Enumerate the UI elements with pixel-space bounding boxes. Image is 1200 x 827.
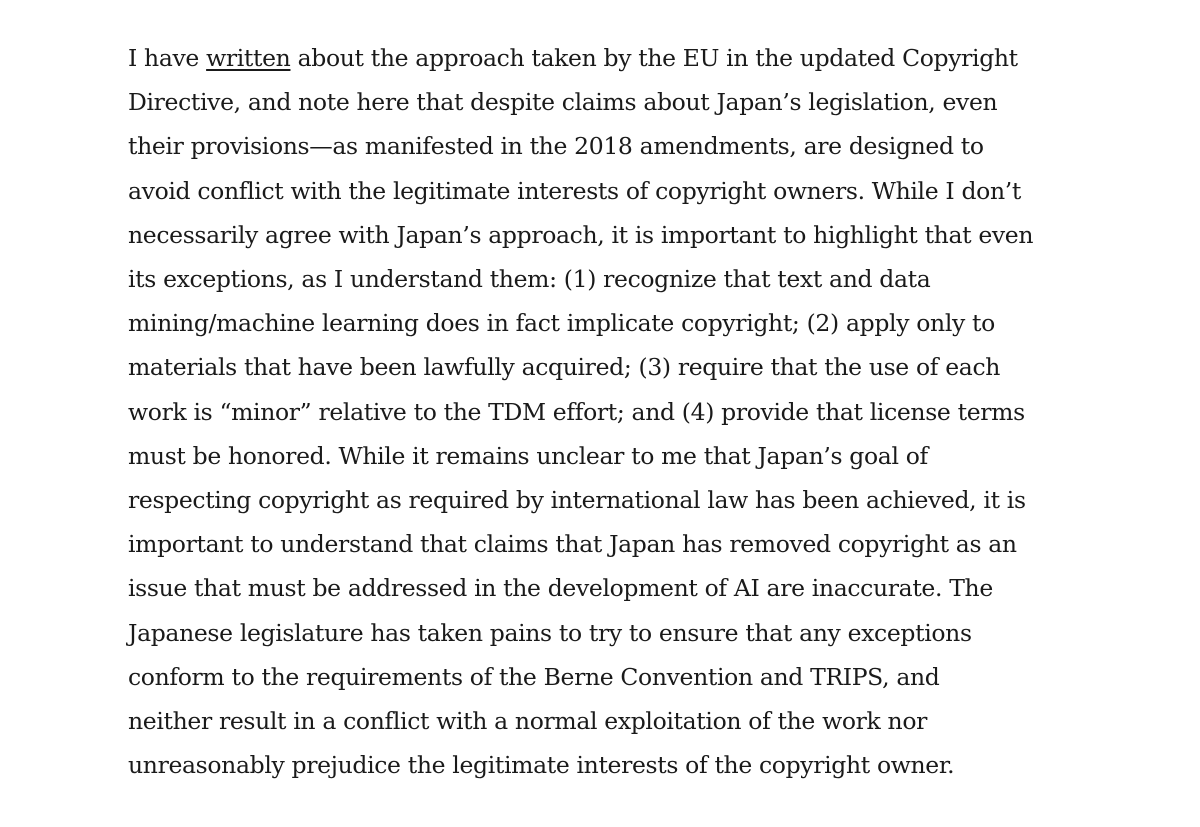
line-text-before-link: I have <box>128 44 207 72</box>
paragraph-line: must be honored. While it remains unclear to me that Japan’s goal of <box>128 441 928 470</box>
paragraph-line: Directive, and note here that despite claims about Japan’s legislation, even <box>128 88 998 117</box>
paragraph-line <box>128 36 1088 80</box>
paragraph-line: neither result in a conflict with a normal exploitation of the work nor <box>128 707 928 736</box>
paragraph-line: unreasonably prejudice the legitimate interests of the copyright owner. <box>128 751 955 780</box>
paragraph <box>128 36 1088 787</box>
paragraph-line: important to understand that claims that Japan has removed copyright as an <box>128 530 1017 559</box>
paragraph-line: avoid conflict with the legitimate interests of copyright owners. While I don’t <box>128 176 1021 205</box>
paragraph-line: their provisions—as manifested in the 2018 amendments, are designed to <box>128 132 984 161</box>
line-text-after-link: about the approach taken by the EU in the updated Copyright <box>290 44 1018 72</box>
article-body <box>128 36 1088 787</box>
paragraph-line: Japanese legislature has taken pains to try to ensure that any exceptions <box>128 618 972 647</box>
paragraph-line: materials that have been lawfully acquired; (3) require that the use of each <box>128 353 1001 382</box>
paragraph-line: necessarily agree with Japan’s approach, it is important to highlight that even <box>128 220 1034 249</box>
paragraph-line: issue that must be addressed in the development of AI are inaccurate. The <box>128 574 993 603</box>
paragraph-line: work is “minor” relative to the TDM effort; and (4) provide that license terms <box>128 397 1025 426</box>
paragraph-line: its exceptions, as I understand them: (1) recognize that text and data <box>128 265 931 294</box>
paragraph-line: mining/machine learning does in fact implicate copyright; (2) apply only to <box>128 309 995 338</box>
paragraph-line: conform to the requirements of the Berne Convention and TRIPS, and <box>128 662 940 691</box>
paragraph-line: respecting copyright as required by international law has been achieved, it is <box>128 486 1026 515</box>
written-link[interactable]: written <box>206 44 291 72</box>
